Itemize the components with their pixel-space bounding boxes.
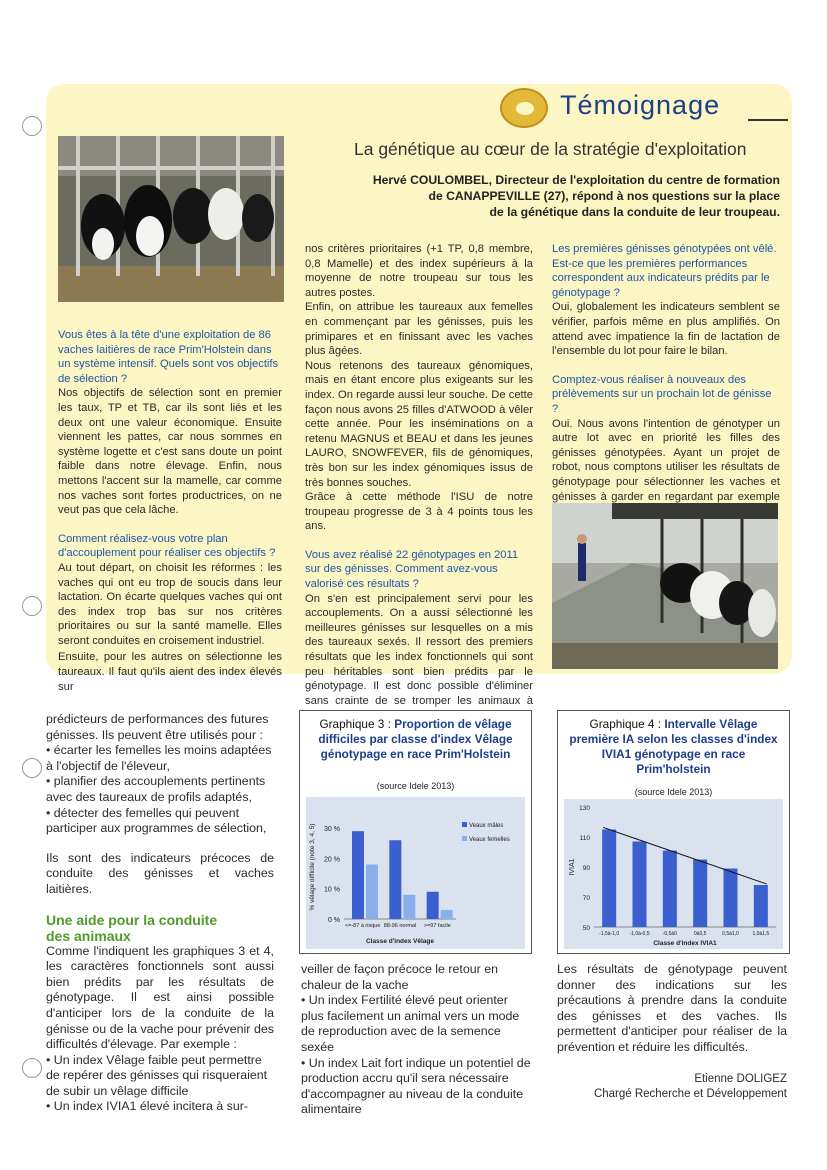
bullet-item: • Un index Vêlage faible peut permettre de repérer des génisses qui risqueraient de subir un vêlage difficile: [46, 1052, 268, 1098]
chart-3-legend-label: Veaux femelles: [469, 837, 510, 843]
chart-4-bar: [633, 842, 647, 928]
chart-4-bar: [663, 851, 677, 928]
chart-3-xtick: >=97 facile: [423, 923, 451, 929]
chart-3-bar: [352, 831, 364, 919]
author-name: Etienne DOLIGEZ: [694, 1072, 787, 1085]
body-text: veiller de façon précoce le retour en chaleur de la vache: [301, 962, 498, 992]
chart-4-ytick: 90: [582, 865, 590, 872]
answer-text: Nous retenons des taureaux génomiques, mais en étant encore plus exigeants sur les index. On regarde aussi leur souche. De cette façon nous avons 25 filles d'ATWOOD à vêler cette année. Pour les inséminations on a retenu MAGNUS et BEAU et dans les jeunes LAURO, SNOWFEVER, fils de génomiques, très bon sur les index génomiques issus de très bonnes souches.: [305, 359, 533, 489]
chart-4-title: [564, 717, 783, 777]
bullet-item: • écarter les femelles les moins adaptées à l'objectif de l'éleveur,: [46, 743, 272, 773]
bullet-item: • Un index Lait fort indique un potentiel de production accru qu'il sera nécessaire d'accompagner au niveau de la conduite alimentaire: [301, 1055, 531, 1117]
chart-4-number: Graphique 4 :: [589, 717, 665, 731]
chart-3-legend-swatch: [462, 836, 467, 841]
chart-4-trendline: [603, 827, 767, 884]
chart-3-bar: [403, 895, 415, 919]
chart-3-bar: [389, 840, 401, 919]
article-column-left: [46, 712, 274, 1115]
body-text: Ils sont des indicateurs précoces de conduite des génisses et vaches laitières.: [46, 850, 274, 896]
binder-hole: [22, 596, 42, 616]
body-text: prédicteurs de performances des futures génisses. Ils peuvent être utilisés pour :: [46, 712, 269, 742]
bullet-item: • détecter des femelles qui peuvent participer aux programmes de sélection,: [46, 805, 267, 836]
author-role: Chargé Recherche et Développement: [593, 1088, 787, 1101]
binder-hole: [22, 758, 42, 778]
chart-3-title-text: Proportion de vêlage difficiles par classe d'index Vêlage génotypage en race Prim'Holstein: [318, 717, 513, 761]
chart-4-xtick: -1,0à-0,5: [629, 931, 650, 937]
answer-text: Ensuite, pour les autres on sélectionne les taureaux. Il faut qu'ils aient des index élevés sur: [58, 651, 282, 693]
photo-cows-feed-barrier: [58, 136, 284, 302]
interview-column-2: [305, 242, 533, 723]
page-subtitle: La génétique au cœur de la stratégie d'exploitation: [354, 139, 747, 159]
chart-4-bar: [602, 830, 616, 928]
binder-hole: [22, 116, 42, 136]
chart-4-bar: [754, 885, 768, 927]
intro-line: de la génétique dans la conduite de leur troupeau.: [489, 205, 780, 219]
chart-3-ylabel: % vêlage difficile (note 3, 4, 5): [309, 823, 316, 911]
chart-4-xtick: 1,0à1,5: [752, 931, 770, 937]
chart-3-legend-swatch: [462, 822, 467, 827]
article-column-middle: [301, 962, 531, 1118]
bullet-item: • Un index IVIA1 élevé incitera à sur-: [46, 1099, 248, 1114]
question-text: Les premières génisses génotypées ont vêlé. Est-ce que les premières performances correspondent aux indicateurs prédits par le génotypage ?: [552, 243, 777, 299]
chart-3-svg: [306, 797, 525, 949]
chart-3-xlabel: Classe d'index Vêlage: [365, 938, 435, 945]
chart-3-xtick: 88-96 normal: [383, 923, 417, 929]
chart-3-title: [306, 717, 525, 762]
chart-3-ytick: 20 %: [324, 856, 340, 864]
chart-4-ylabel: IVIA1: [569, 858, 576, 876]
bullet-item: • Un index Fertilité élevé peut orienter plus facilement un animal vers un mode de reproduction avec de la semence sexée: [301, 993, 520, 1054]
section-title: Témoignage: [560, 90, 721, 120]
photo-barn-aisle: [552, 503, 778, 669]
chart-4-ytick: 130: [579, 805, 590, 812]
body-text: Comme l'indiquent les graphiques 3 et 4, les caractères fonctionnels sont aussi bien prédits par les résultats de génotypage. Il est ainsi possible d'anticiper lors de la conduite de la génisse ou de la vache pour prévenir des difficultés d'élevage. Par exemple :: [46, 943, 274, 1052]
chart-4-ytick: 70: [582, 895, 590, 902]
answer-text: Nos objectifs de sélection sont en premier les taux, TP et TB, car ils sont liés et les deux ont une valeur économique. Ensuite viennent les pattes, car nous sommes en système logette et c'est sans doute un point faible dans notre élevage. Enfin, nous mettons l'accent sur la mamelle, car comme nos vaches sont fortes productrices, on ne veut pas que cela lâche.: [58, 387, 282, 517]
answer-text: Oui. Nous avons l'intention de génotyper un autre lot avec en priorité les filles des génisses génotypées. Ayant un projet de robot, nous comptons utiliser les résultats de génotypage pour sélectionner les vaches et génisses à garder en regardant par exemple: [552, 417, 780, 503]
chart-3-ytick: 0 %: [327, 917, 340, 924]
answer-text: Au tout départ, on choisit les réformes : les vaches qui ont eu trop de soucis dans leur lactation. On écarte quelques vaches qui ont des index trop bas sur nos critères prioritaires ou sur la santé mamelle. Elles seront conduites en croisement industriel.: [58, 561, 282, 647]
article-column-right: [557, 962, 787, 1103]
chart-4-svg: [564, 799, 783, 949]
chart-4-bar: [724, 869, 738, 928]
chart-4-xtick: -0,5à0: [662, 931, 677, 937]
chart-3-box: [299, 710, 532, 954]
chart-3-bar: [441, 910, 453, 919]
chart-4-bar: [693, 860, 707, 928]
chart-3-number: Graphique 3 :: [319, 717, 395, 731]
chart-3-ytick: 30 %: [324, 826, 340, 834]
question-text: Vous êtes à la tête d'une exploitation de 86 vaches laitières de race Prim'Holstein dans un système intensif. Quels sont vos objectifs de sélection ?: [58, 329, 279, 385]
speech-bubble-icon: [500, 88, 548, 128]
body-text: Les résultats de génotypage peuvent donner des indications sur les précautions à prendre dans la conduite des génisses et des vaches. Ils permettent d'anticiper pour réaliser de la prévention et réduire les difficultés.: [557, 962, 787, 1054]
chart-4-ytick: 110: [579, 835, 590, 842]
intro-line: Hervé COULOMBEL, Directeur de l'exploitation du centre de formation: [372, 173, 780, 187]
interview-column-1: [58, 328, 282, 694]
intro-text: [340, 172, 780, 220]
binder-hole: [22, 1058, 42, 1078]
answer-text: Oui, globalement les indicateurs semblent se vérifier, parfois même en plus amplifiés. On attend avec impatience la fin de lactation de l'ensemble du lot pour faire le bilan.: [552, 301, 780, 358]
chart-4-box: [557, 710, 790, 954]
answer-text: nos critères prioritaires (+1 TP, 0,8 membre, 0,8 Mamelle) et des index supérieurs à la moyenne de notre troupeau sur tous les autres postes.: [305, 243, 533, 299]
question-text: Vous avez réalisé 22 génotypages en 2011 sur des génisses. Comment avez-vous valorisé ces résultats ?: [305, 548, 519, 591]
section-heading: Une aide pour la conduite des animaux: [46, 911, 218, 944]
answer-text: Enfin, on attribue les taureaux aux femelles en commençant par les génisses, puis les primipares et en finissant avec les vaches plus âgées.: [305, 301, 533, 358]
chart-4-xlabel: Classe d'index IVIA1: [653, 940, 717, 947]
interview-column-3: [552, 242, 780, 519]
chart-3-bar: [427, 892, 439, 919]
chart-4-source: (source Idele 2013): [634, 787, 713, 797]
answer-text: Grâce à cette méthode l'ISU de notre troupeau progresse de 3 à 4 points tous les ans.: [305, 491, 533, 533]
question-text: Comptez-vous réaliser à nouveaux des prélèvements sur un prochain lot de génisse ?: [552, 373, 772, 415]
chart-4-xtick: -1,5à-1,0: [599, 931, 620, 937]
bullet-item: • planifier des accouplements pertinents avec des taureaux de profils adaptés,: [46, 774, 266, 804]
question-text: Comment réalisez-vous votre plan d'accouplement pour réaliser ces objectifs ?: [58, 532, 276, 560]
chart-3-ytick: 10 %: [324, 886, 340, 894]
chart-3-source: (source Idele 2013): [376, 781, 455, 791]
title-rule: [748, 119, 788, 121]
chart-4-ytick: 50: [582, 925, 590, 932]
chart-4-xtick: 0à0,5: [693, 931, 707, 937]
chart-3-legend-label: Veaux mâles: [469, 823, 504, 829]
chart-4-xtick: 0,5à1,0: [722, 931, 739, 937]
intro-line: de CANAPPEVILLE (27), répond à nos questions sur la place: [428, 189, 780, 203]
answer-text: On s'en est principalement servi pour les accouplements. On a aussi sélectionné les meilleures génisses sur lesquelles on a mis des taureaux sexés. Il ressort des premiers résultats que les index fonctionnels qui sont peu héritables sont bien prédits par le génotypage. Il est donc possible d'éliminer sans crainte de se tromper les animaux à: [305, 592, 533, 707]
chart-3-xtick: <=-87 à risque: [344, 923, 381, 929]
chart-3-bar: [366, 864, 378, 919]
chart-4-title-text: Intervalle Vêlage première IA selon les classes d'index IVIA1 génotypage en race Prim'holstein: [569, 717, 778, 776]
